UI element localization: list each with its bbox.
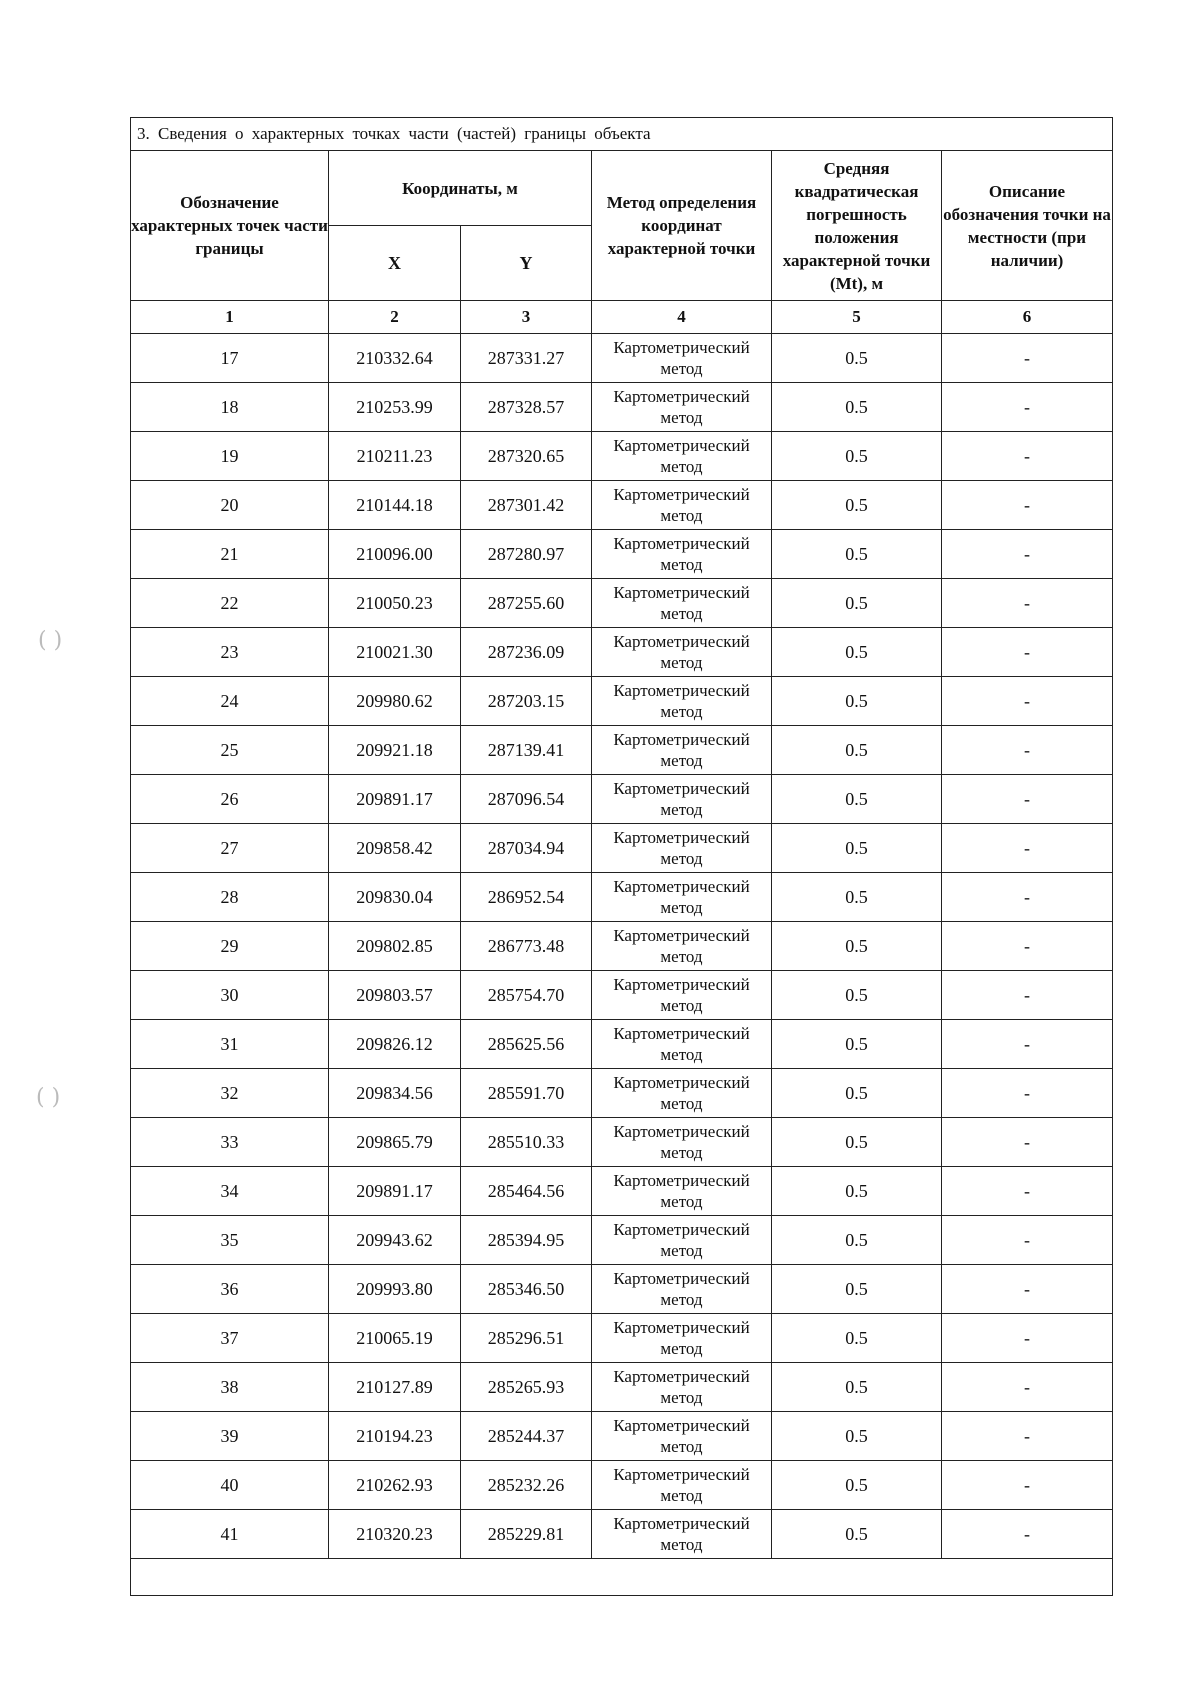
point-id-cell: 32 <box>131 1069 329 1118</box>
method-cell: Картометрический метод <box>592 1265 772 1314</box>
table-row <box>131 726 1113 775</box>
x-coordinate-cell: 209826.12 <box>329 1020 461 1069</box>
point-id-cell: 21 <box>131 530 329 579</box>
table-row <box>131 1314 1113 1363</box>
y-coordinate-cell: 286773.48 <box>461 922 592 971</box>
x-coordinate-cell: 209943.62 <box>329 1216 461 1265</box>
y-coordinate-cell: 285591.70 <box>461 1069 592 1118</box>
x-coordinate-cell: 209834.56 <box>329 1069 461 1118</box>
description-cell: - <box>942 1216 1113 1265</box>
accuracy-cell: 0.5 <box>772 579 942 628</box>
y-coordinate-cell: 285625.56 <box>461 1020 592 1069</box>
x-coordinate-cell: 209980.62 <box>329 677 461 726</box>
point-id-cell: 19 <box>131 432 329 481</box>
y-coordinate-cell: 285510.33 <box>461 1118 592 1167</box>
accuracy-cell: 0.5 <box>772 677 942 726</box>
method-cell: Картометрический метод <box>592 579 772 628</box>
table-row <box>131 677 1113 726</box>
table-row <box>131 775 1113 824</box>
description-cell: - <box>942 677 1113 726</box>
scan-artifact-mark: ( ) <box>38 628 63 653</box>
y-coordinate-cell: 287255.60 <box>461 579 592 628</box>
accuracy-cell: 0.5 <box>772 383 942 432</box>
method-cell: Картометрический метод <box>592 1412 772 1461</box>
point-id-cell: 17 <box>131 334 329 383</box>
x-coordinate-cell: 209858.42 <box>329 824 461 873</box>
column-number: 2 <box>329 301 461 334</box>
y-coordinate-cell: 285229.81 <box>461 1510 592 1559</box>
column-number: 6 <box>942 301 1113 334</box>
x-coordinate-cell: 210050.23 <box>329 579 461 628</box>
description-cell: - <box>942 726 1113 775</box>
boundary-points-table <box>130 117 1113 1596</box>
point-id-cell: 23 <box>131 628 329 677</box>
description-cell: - <box>942 1510 1113 1559</box>
point-id-cell: 25 <box>131 726 329 775</box>
table-row <box>131 1363 1113 1412</box>
y-coordinate-cell: 287320.65 <box>461 432 592 481</box>
y-coordinate-cell: 287034.94 <box>461 824 592 873</box>
y-coordinate-cell: 285394.95 <box>461 1216 592 1265</box>
method-cell: Картометрический метод <box>592 334 772 383</box>
accuracy-cell: 0.5 <box>772 1167 942 1216</box>
method-cell: Картометрический метод <box>592 1314 772 1363</box>
empty-footer-cell <box>131 1559 1113 1596</box>
table-row <box>131 1020 1113 1069</box>
y-coordinate-cell: 285754.70 <box>461 971 592 1020</box>
accuracy-cell: 0.5 <box>772 530 942 579</box>
accuracy-cell: 0.5 <box>772 775 942 824</box>
point-id-cell: 30 <box>131 971 329 1020</box>
column-number: 3 <box>461 301 592 334</box>
method-cell: Картометрический метод <box>592 432 772 481</box>
table-row <box>131 1118 1113 1167</box>
y-coordinate-cell: 285244.37 <box>461 1412 592 1461</box>
description-cell: - <box>942 1412 1113 1461</box>
table-body <box>131 334 1113 1559</box>
y-coordinate-cell: 287236.09 <box>461 628 592 677</box>
y-coordinate-cell: 287280.97 <box>461 530 592 579</box>
accuracy-cell: 0.5 <box>772 922 942 971</box>
method-cell: Картометрический метод <box>592 383 772 432</box>
y-coordinate-cell: 287301.42 <box>461 481 592 530</box>
x-coordinate-cell: 209830.04 <box>329 873 461 922</box>
method-cell: Картометрический метод <box>592 677 772 726</box>
description-cell: - <box>942 971 1113 1020</box>
accuracy-cell: 0.5 <box>772 1265 942 1314</box>
table-row <box>131 579 1113 628</box>
y-coordinate-cell: 286952.54 <box>461 873 592 922</box>
header-method: Метод определения координат характерной точки <box>592 151 772 301</box>
y-coordinate-cell: 285265.93 <box>461 1363 592 1412</box>
table-row <box>131 1069 1113 1118</box>
accuracy-cell: 0.5 <box>772 1412 942 1461</box>
point-id-cell: 35 <box>131 1216 329 1265</box>
method-cell: Картометрический метод <box>592 1461 772 1510</box>
point-id-cell: 28 <box>131 873 329 922</box>
point-id-cell: 37 <box>131 1314 329 1363</box>
table-row <box>131 1461 1113 1510</box>
accuracy-cell: 0.5 <box>772 1020 942 1069</box>
table-row <box>131 824 1113 873</box>
accuracy-cell: 0.5 <box>772 1461 942 1510</box>
method-cell: Картометрический метод <box>592 1167 772 1216</box>
table-row <box>131 1265 1113 1314</box>
point-id-cell: 36 <box>131 1265 329 1314</box>
x-coordinate-cell: 210127.89 <box>329 1363 461 1412</box>
description-cell: - <box>942 1069 1113 1118</box>
x-coordinate-cell: 209891.17 <box>329 1167 461 1216</box>
x-coordinate-cell: 209803.57 <box>329 971 461 1020</box>
x-coordinate-cell: 209891.17 <box>329 775 461 824</box>
point-id-cell: 40 <box>131 1461 329 1510</box>
accuracy-cell: 0.5 <box>772 726 942 775</box>
description-cell: - <box>942 383 1113 432</box>
x-coordinate-cell: 210320.23 <box>329 1510 461 1559</box>
point-id-cell: 27 <box>131 824 329 873</box>
method-cell: Картометрический метод <box>592 971 772 1020</box>
accuracy-cell: 0.5 <box>772 1314 942 1363</box>
accuracy-cell: 0.5 <box>772 1510 942 1559</box>
table-row <box>131 922 1113 971</box>
accuracy-cell: 0.5 <box>772 628 942 677</box>
accuracy-cell: 0.5 <box>772 1118 942 1167</box>
method-cell: Картометрический метод <box>592 1216 772 1265</box>
method-cell: Картометрический метод <box>592 1020 772 1069</box>
table-row <box>131 432 1113 481</box>
table-row <box>131 530 1113 579</box>
table-row <box>131 873 1113 922</box>
point-id-cell: 34 <box>131 1167 329 1216</box>
y-coordinate-cell: 285346.50 <box>461 1265 592 1314</box>
y-coordinate-cell: 287328.57 <box>461 383 592 432</box>
header-description: Описание обозначения точки на местности (при наличии) <box>942 151 1113 301</box>
x-coordinate-cell: 209802.85 <box>329 922 461 971</box>
method-cell: Картометрический метод <box>592 1118 772 1167</box>
point-id-cell: 29 <box>131 922 329 971</box>
point-id-cell: 41 <box>131 1510 329 1559</box>
x-coordinate-cell: 210253.99 <box>329 383 461 432</box>
column-number: 4 <box>592 301 772 334</box>
description-cell: - <box>942 1265 1113 1314</box>
x-coordinate-cell: 210211.23 <box>329 432 461 481</box>
method-cell: Картометрический метод <box>592 775 772 824</box>
method-cell: Картометрический метод <box>592 726 772 775</box>
point-id-cell: 26 <box>131 775 329 824</box>
description-cell: - <box>942 1363 1113 1412</box>
point-id-cell: 22 <box>131 579 329 628</box>
method-cell: Картометрический метод <box>592 1069 772 1118</box>
method-cell: Картометрический метод <box>592 922 772 971</box>
method-cell: Картометрический метод <box>592 1510 772 1559</box>
point-id-cell: 38 <box>131 1363 329 1412</box>
empty-footer-row <box>131 1559 1113 1596</box>
description-cell: - <box>942 579 1113 628</box>
x-coordinate-cell: 210332.64 <box>329 334 461 383</box>
accuracy-cell: 0.5 <box>772 432 942 481</box>
accuracy-cell: 0.5 <box>772 1216 942 1265</box>
table-row <box>131 1510 1113 1559</box>
description-cell: - <box>942 628 1113 677</box>
description-cell: - <box>942 922 1113 971</box>
table-row <box>131 1412 1113 1461</box>
point-id-cell: 33 <box>131 1118 329 1167</box>
description-cell: - <box>942 1167 1113 1216</box>
y-coordinate-cell: 287203.15 <box>461 677 592 726</box>
accuracy-cell: 0.5 <box>772 873 942 922</box>
column-number-row <box>131 301 1113 334</box>
method-cell: Картометрический метод <box>592 481 772 530</box>
description-cell: - <box>942 1118 1113 1167</box>
table-row <box>131 334 1113 383</box>
table-row <box>131 481 1113 530</box>
description-cell: - <box>942 334 1113 383</box>
boundary-points-table-wrapper <box>130 117 1112 1596</box>
accuracy-cell: 0.5 <box>772 824 942 873</box>
description-cell: - <box>942 1461 1113 1510</box>
point-id-cell: 18 <box>131 383 329 432</box>
accuracy-cell: 0.5 <box>772 1363 942 1412</box>
x-coordinate-cell: 210194.23 <box>329 1412 461 1461</box>
x-coordinate-cell: 209921.18 <box>329 726 461 775</box>
method-cell: Картометрический метод <box>592 1363 772 1412</box>
table-row <box>131 1216 1113 1265</box>
y-coordinate-cell: 287139.41 <box>461 726 592 775</box>
x-coordinate-cell: 210021.30 <box>329 628 461 677</box>
method-cell: Картометрический метод <box>592 824 772 873</box>
header-point-name: Обозначение характерных точек части границы <box>131 151 329 301</box>
column-number: 1 <box>131 301 329 334</box>
x-coordinate-cell: 210144.18 <box>329 481 461 530</box>
x-coordinate-cell: 210262.93 <box>329 1461 461 1510</box>
description-cell: - <box>942 481 1113 530</box>
description-cell: - <box>942 1314 1113 1363</box>
point-id-cell: 20 <box>131 481 329 530</box>
scan-artifact-mark: ( ) <box>36 1085 61 1110</box>
y-coordinate-cell: 287096.54 <box>461 775 592 824</box>
header-y: Y <box>461 226 592 301</box>
accuracy-cell: 0.5 <box>772 1069 942 1118</box>
y-coordinate-cell: 287331.27 <box>461 334 592 383</box>
description-cell: - <box>942 432 1113 481</box>
table-row <box>131 971 1113 1020</box>
description-cell: - <box>942 824 1113 873</box>
x-coordinate-cell: 209993.80 <box>329 1265 461 1314</box>
point-id-cell: 31 <box>131 1020 329 1069</box>
point-id-cell: 24 <box>131 677 329 726</box>
column-number: 5 <box>772 301 942 334</box>
x-coordinate-cell: 210096.00 <box>329 530 461 579</box>
header-x: X <box>329 226 461 301</box>
point-id-cell: 39 <box>131 1412 329 1461</box>
method-cell: Картометрический метод <box>592 873 772 922</box>
x-coordinate-cell: 210065.19 <box>329 1314 461 1363</box>
table-row <box>131 628 1113 677</box>
x-coordinate-cell: 209865.79 <box>329 1118 461 1167</box>
table-row <box>131 1167 1113 1216</box>
description-cell: - <box>942 775 1113 824</box>
description-cell: - <box>942 530 1113 579</box>
y-coordinate-cell: 285296.51 <box>461 1314 592 1363</box>
header-coordinates: Координаты, м <box>329 151 592 226</box>
table-caption: 3. Сведения о характерных точках части (частей) границы объекта <box>131 118 1113 151</box>
y-coordinate-cell: 285464.56 <box>461 1167 592 1216</box>
y-coordinate-cell: 285232.26 <box>461 1461 592 1510</box>
description-cell: - <box>942 873 1113 922</box>
accuracy-cell: 0.5 <box>772 971 942 1020</box>
method-cell: Картометрический метод <box>592 628 772 677</box>
table-row <box>131 383 1113 432</box>
method-cell: Картометрический метод <box>592 530 772 579</box>
accuracy-cell: 0.5 <box>772 334 942 383</box>
description-cell: - <box>942 1020 1113 1069</box>
accuracy-cell: 0.5 <box>772 481 942 530</box>
header-accuracy: Средняя квадратическая погрешность положения характерной точки (Mt), м <box>772 151 942 301</box>
